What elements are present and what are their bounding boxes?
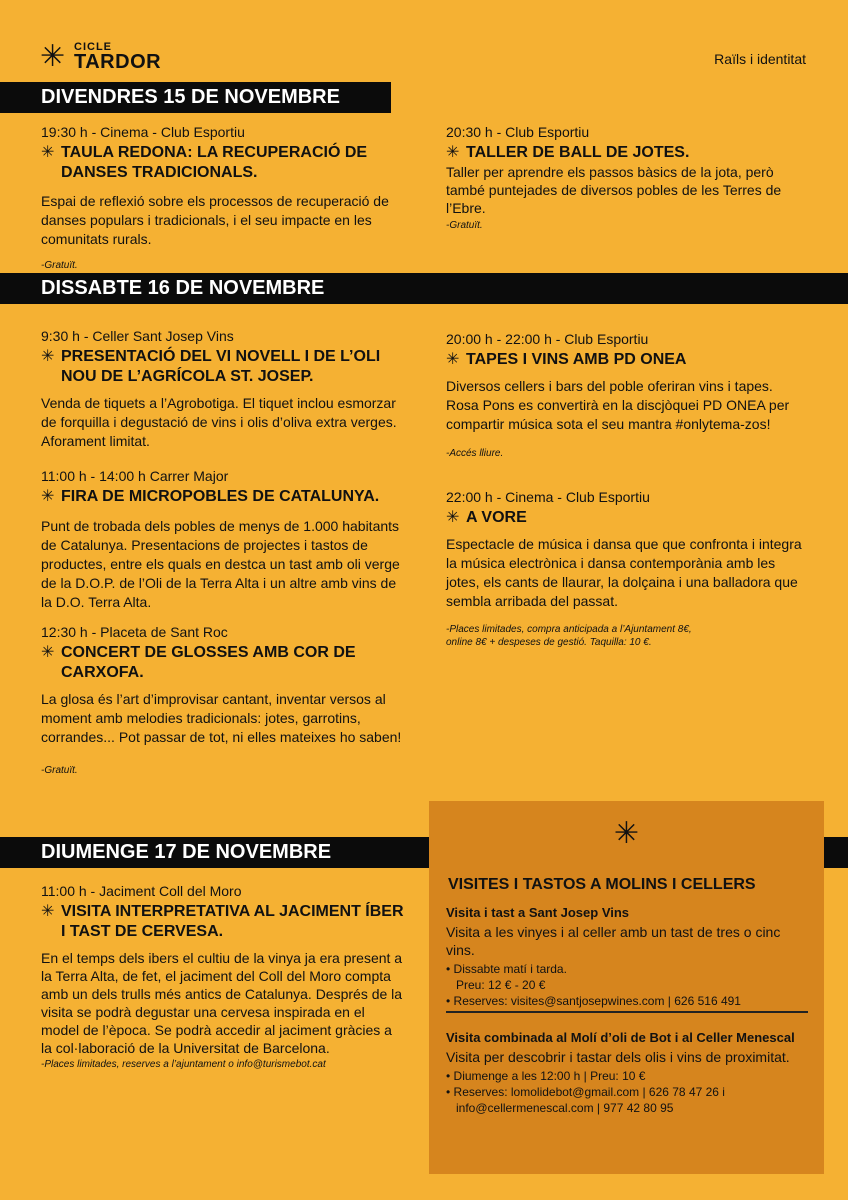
event-title: ✳ FIRA DE MICROPOBLES DE CATALUNYA. (41, 488, 380, 505)
event-time: 12:30 h - Placeta de Sant Roc (41, 624, 228, 640)
event-description: La glosa és l’art d’improvisar cantant, inventar versos al moment amb melodies tradicionals: jotes, garrotins, corrandes... Pot passar de tot, ni elles mateixes ho saben! (41, 691, 402, 745)
event-description: Diversos cellers i bars del poble oferiran vins i tapes. Rosa Pons es convertirà en la discjòquei PD ONEA per compartir música sota el seu mantra #onlytema-zos! (446, 378, 790, 432)
event-note: -Places limitades, compra anticipada a l’Ajuntament 8€, online 8€ + despeses de gestió. Taquilla: 10 €. (446, 624, 692, 648)
visit-title: Visita i tast a Sant Josep Vins (446, 905, 630, 920)
event-description: Taller per aprendre els passos bàsics de la jota, però també puntejades de diversos pobles de les Terres de l’Ebre. (446, 164, 782, 216)
visit-description: Visita a les vinyes i al celler amb un tast de tres o cinc vins. (446, 924, 781, 958)
day-header-friday: DIVENDRES 15 DE NOVEMBRE (0, 82, 391, 113)
event-time: 9:30 h - Celler Sant Josep Vins (41, 328, 234, 344)
divider (446, 1011, 808, 1013)
event-taller-jotes (446, 124, 808, 232)
asterisk-icon: ✳ (446, 351, 460, 368)
event-concert-glosses (41, 624, 403, 777)
asterisk-icon: ✳ (41, 903, 55, 920)
asterisk-icon: ✳ (40, 40, 66, 73)
day-header-saturday: DISSABTE 16 DE NOVEMBRE (0, 273, 848, 304)
event-time: 22:00 h - Cinema - Club Esportiu (446, 489, 650, 505)
day-header-sunday: DIUMENGE 17 DE NOVEMBRE (0, 837, 848, 868)
event-note: -Places limitades, reserves a l’ajuntament o info@turismebot.cat (41, 1059, 326, 1070)
event-vi-novell (41, 328, 403, 451)
visits-box-title: VISITES I TASTOS A MOLINS I CELLERS (448, 876, 756, 893)
asterisk-icon: ✳ (613, 817, 640, 850)
event-title: ✳ VISITA INTERPRETATIVA AL JACIMENT ÍBER I TAST DE CERVESA. (41, 903, 404, 940)
visit-email: info@cellermenescal.com | 977 42 80 95 (456, 1101, 674, 1115)
event-note: -Accés lliure. (446, 448, 504, 459)
event-time: 11:00 h - 14:00 h Carrer Major (41, 468, 229, 484)
event-fira-micropobles (41, 468, 403, 612)
event-taula-redona (41, 124, 403, 272)
asterisk-icon: ✳ (41, 488, 55, 505)
visit-info-line: • Diumenge a les 12:00 h | Preu: 10 € (446, 1069, 646, 1083)
asterisk-icon: ✳ (446, 144, 460, 161)
event-description: Venda de tiquets a l’Agrobotiga. El tiquet inclou esmorzar de forquilla i degustació de vins i olis d’oliva extra verges. Aforament limitat. (41, 395, 397, 449)
asterisk-icon: ✳ (41, 348, 55, 365)
event-description: En el temps dels ibers el cultiu de la vinya ja era present a la Terra Alta, de fet, el jaciment del Coll del Moro compta amb un dels trulls més antics de Catalunya. Després de la visita se podrà degustar una cervesa inspirada en el model de l’època. Se podrà accedir al jaciment gràcies a la col·laboració de la Universitat de Barcelona. (41, 950, 403, 1056)
event-title: ✳ TAULA REDONA: LA RECUPERACIÓ DE DANSES TRADICIONALS. (41, 144, 368, 181)
asterisk-icon: ✳ (41, 644, 55, 661)
visit-title: Visita combinada al Molí d’oli de Bot i al Celler Menescal (446, 1030, 795, 1045)
event-visita-jaciment (41, 883, 411, 1071)
asterisk-icon: ✳ (41, 144, 55, 161)
event-note: -Gratuït. (446, 220, 483, 231)
visit-description: Visita per descobrir i tastar dels olis i vins de proximitat. (446, 1049, 790, 1065)
event-note: -Gratuït. (41, 260, 78, 271)
event-title: ✳ CONCERT DE GLOSSES AMB COR DE CARXOFA. (41, 644, 356, 681)
visit-info-line: • Dissabte matí i tarda. (446, 962, 567, 976)
event-time: 20:30 h - Club Esportiu (446, 124, 590, 140)
event-a-vore (446, 489, 808, 649)
visit-price: Preu: 12 € - 20 € (456, 978, 546, 992)
visit-reservations: • Reserves: visites@santjosepwines.com | 626 516 491 (446, 994, 741, 1008)
event-description: Espectacle de música i dansa que que confronta i integra la música electrònica i dansa contemporània amb les jotes, els cants de llaurar, la dolçaina i una balladora que sembla arribada del passat. (446, 536, 802, 609)
visit-moli-menescal (446, 1029, 808, 1116)
visit-reservations: • Reserves: lomolidebot@gmail.com | 626 78 47 26 i (446, 1085, 725, 1099)
asterisk-icon: ✳ (446, 509, 460, 526)
event-note: -Gratuït. (41, 765, 78, 776)
tagline: Raïls i identitat (714, 51, 806, 67)
event-tapes-vins (446, 331, 808, 460)
event-title: ✳ TALLER DE BALL DE JOTES. (446, 144, 690, 161)
event-title: ✳ A VORE (446, 509, 527, 526)
event-title: ✳ PRESENTACIÓ DEL VI NOVELL I DE L’OLI NOU DE L’AGRÍCOLA ST. JOSEP. (41, 348, 381, 385)
visit-sant-josep (446, 904, 808, 1009)
event-title: ✳ TAPES I VINS AMB PD ONEA (446, 351, 687, 368)
event-time: 19:30 h - Cinema - Club Esportiu (41, 124, 245, 140)
event-description: Espai de reflexió sobre els processos de recuperació de danses populars i tradicionals, i el seu impacte en les comunitats rurals. (41, 193, 389, 247)
event-description: Punt de trobada dels pobles de menys de 1.000 habitants de Catalunya. Presentacions de projectes i tastos de productes, entre els quals en destca un tast amb oli verge de la D.O.P. de l’Oli de la Terra Alta i un altre amb vins de la D.O. Terra Alta. (41, 518, 400, 610)
visits-box (429, 801, 824, 1174)
logo-big-text: TARDOR (74, 51, 162, 73)
logo-small-text: CICLE (74, 41, 112, 53)
event-time: 20:00 h - 22:00 h - Club Esportiu (446, 331, 649, 347)
event-time: 11:00 h - Jaciment Coll del Moro (41, 883, 242, 899)
